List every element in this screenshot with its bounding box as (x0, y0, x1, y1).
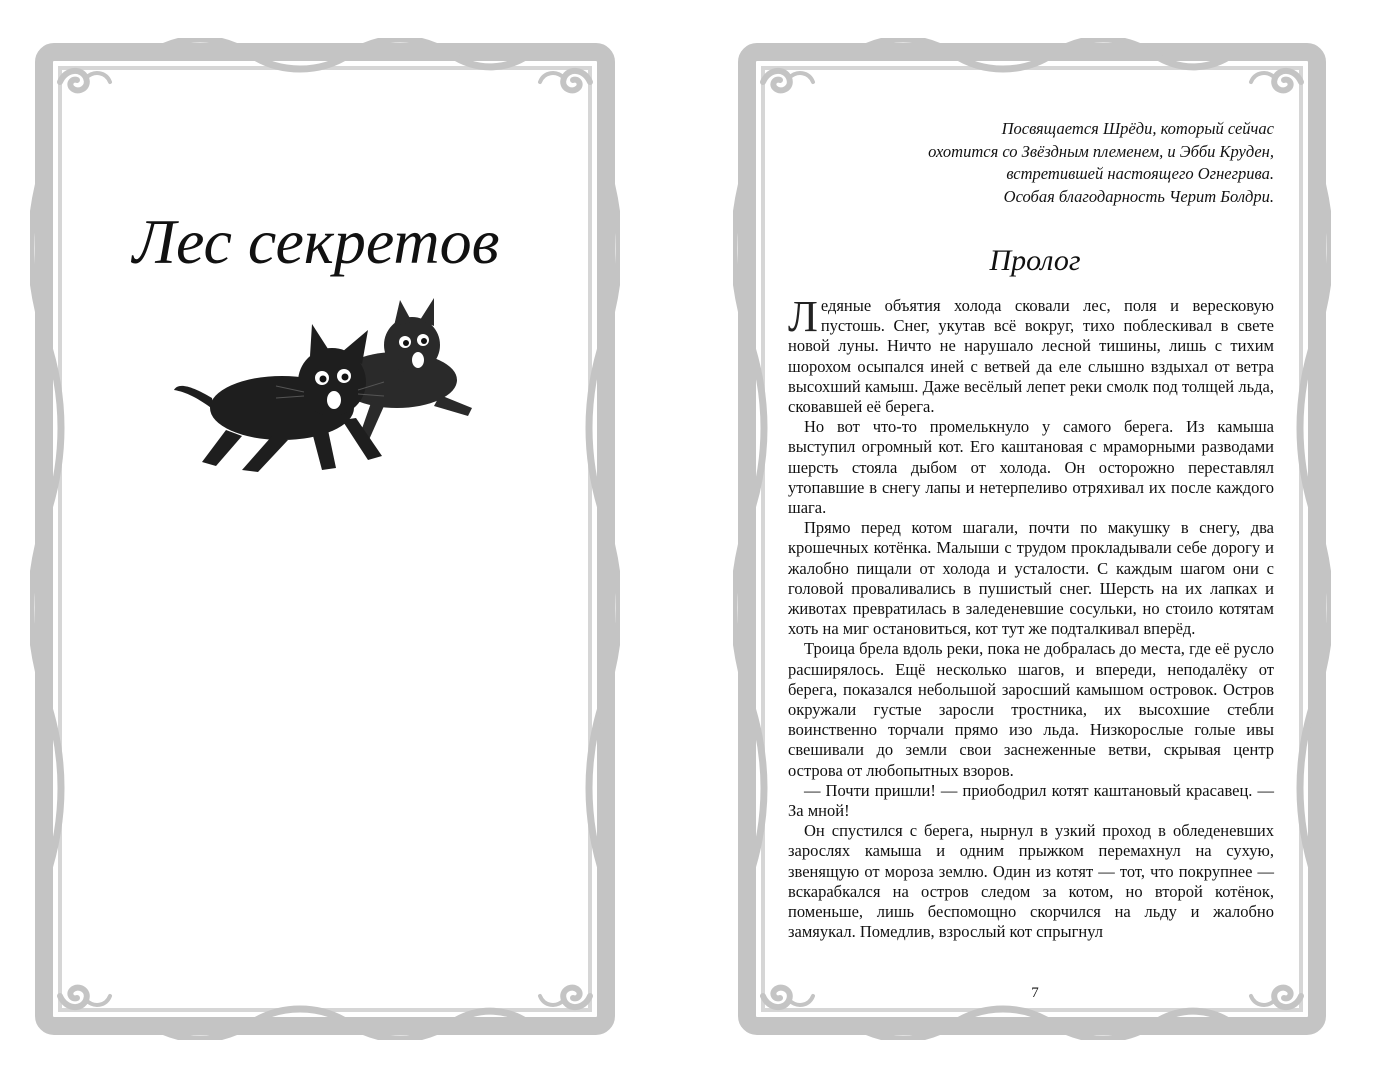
drop-cap: Л (788, 292, 818, 341)
left-page (0, 0, 668, 1080)
dedication (850, 118, 1274, 208)
page-number: 7 (1031, 985, 1039, 1001)
dedication-line: встретившей настоящего Огнегрива. (1006, 164, 1274, 183)
book-title: Лес секретов (132, 206, 500, 277)
right-page (700, 0, 1382, 1080)
paragraph: Но вот что-то промелькнуло у самого берега. Из камыша выступил огромный кот. Его каштановая с мраморными разводами шерсть стояла дыбом от холода. Он осторожно переставлял утопавшие в снегу лапы и нетерпеливо отряхивал их после каждого шага. (788, 417, 1274, 518)
dedication-line: Посвящается Шрёди, который сейчас (1001, 119, 1274, 138)
paragraph-text: едяные объятия холода сковали лес, поля и вересковую пустошь. Снег, укутав всё вокруг, тихо поблескивал в свете новой луны. Ничто не нарушало лесной тишины, лишь с тихим шорохом осыпался иней с ветвей да еле слышно вздыхал от ветра высохший камыш. Даже весёлый лепет реки смолк под толщей льда, сковавшей её берега. (788, 296, 1274, 417)
paragraph (788, 292, 1274, 417)
paragraph: Прямо перед котом шагали, почти по макушку в снегу, два крошечных котёнка. Малыши с трудом прокладывали себе дорогу и жалобно пищали от холода и усталости. С каждым шагом они с головой проваливались в пушистый снег. Шерсть на их лапках и животах превратилась в заледеневшие сосульки, но стоило котятам хоть на миг остановиться, кот тут же подталкивал вперёд. (788, 518, 1274, 639)
paragraph: Троица брела вдоль реки, пока не добралась до места, где её русло расширялось. Ещё несколько шагов, и впереди, неподалёку от берега, показался небольшой заросший камышом островок. Остров окружали густые заросли тростника, их высохшие стебли воинственно торчали прямо изо льда. Низкорослые голые ивы свешивали до земли свои заснеженные ветви, скрывая центр острова от любопытных взоров. (788, 639, 1274, 780)
kittens-illustration (172, 290, 482, 480)
prologue-text (788, 292, 1274, 943)
dedication-line: Особая благодарность Черит Болдри. (1003, 186, 1274, 206)
paragraph: — Почти пришли! — приободрил котят каштановый красавец. — За мной! (788, 780, 1274, 821)
chapter-title: Пролог (989, 244, 1081, 277)
ornamental-frame (30, 38, 620, 1040)
paragraph: Он спустился с берега, нырнул в узкий проход в обледеневших зарослях камыша и одним прыжком перемахнул на сухую, звенящую от мороза землю. Один из котят — тот, что покрупнее — вскарабкался на остров следом за котом, но второй котёнок, поменьше, лишь беспомощно скорчился на льду и жалобно замяукал. Помедлив, взрослый кот спрыгнул (788, 821, 1274, 942)
dedication-line: охотится со Звёздным племенем, и Эбби Круден, (928, 141, 1274, 161)
